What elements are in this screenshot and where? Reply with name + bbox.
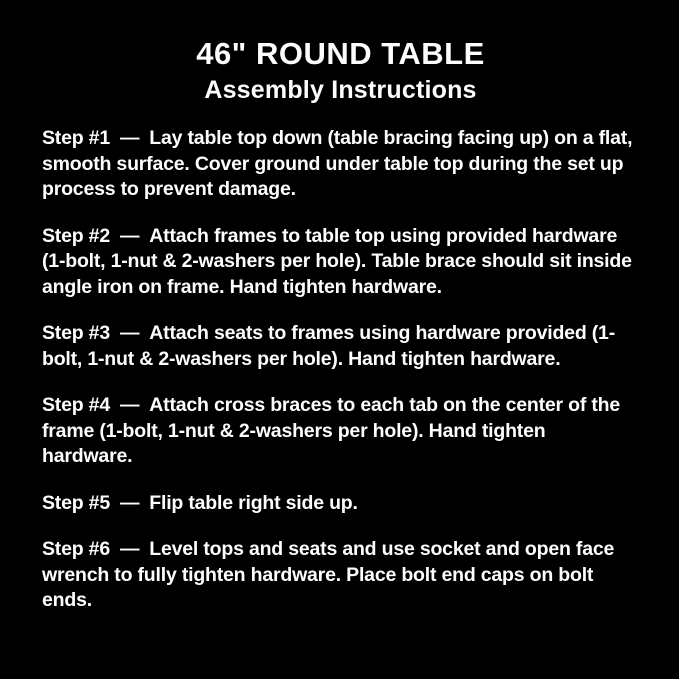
em-dash: — bbox=[119, 224, 140, 247]
step-4-label: Step #4 bbox=[42, 394, 110, 416]
page-subtitle: Assembly Instructions bbox=[204, 76, 477, 104]
step-3-paragraph bbox=[42, 321, 639, 372]
em-dash: — bbox=[119, 127, 140, 149]
step-2-label: Step #2 bbox=[42, 224, 110, 247]
step-6-label: Step #6 bbox=[42, 538, 110, 560]
step-6-paragraph bbox=[42, 537, 639, 614]
step-1-text: Lay table top down (table bracing facing up) on a flat, smooth surface. Cover ground under table top during the set up process to prevent damage. bbox=[42, 127, 633, 200]
step-1-label: Step #1 bbox=[42, 127, 110, 149]
em-dash: — bbox=[119, 538, 140, 560]
step-2-text: Attach frames to table top using provided hardware (1-bolt, 1-nut & 2-washers per hole). Table brace should sit inside angle iron on frame. Hand tighten hardware. bbox=[42, 224, 632, 298]
em-dash: — bbox=[119, 394, 140, 416]
step-2-paragraph bbox=[42, 224, 639, 301]
step-6-text: Level tops and seats and use socket and open face wrench to fully tighten hardware. Place bolt end caps on bolt ends. bbox=[42, 538, 615, 611]
step-4-paragraph bbox=[42, 393, 639, 470]
step-1-paragraph bbox=[42, 126, 639, 203]
step-5-text: Flip table right side up. bbox=[149, 491, 358, 514]
step-5-paragraph bbox=[42, 491, 639, 517]
page-title: 46" ROUND TABLE bbox=[196, 36, 485, 71]
em-dash: — bbox=[119, 322, 140, 344]
step-5-label: Step #5 bbox=[42, 491, 110, 514]
step-3-text: Attach seats to frames using hardware provided (1-bolt, 1-nut & 2-washers per hole). Hand tighten hardware. bbox=[42, 322, 615, 370]
em-dash: — bbox=[119, 491, 140, 514]
step-3-label: Step #3 bbox=[42, 322, 110, 344]
steps-list bbox=[42, 126, 639, 614]
step-4-text: Attach cross braces to each tab on the center of the frame (1-bolt, 1-nut & 2-washers per hole). Hand tighten hardware. bbox=[42, 394, 621, 467]
